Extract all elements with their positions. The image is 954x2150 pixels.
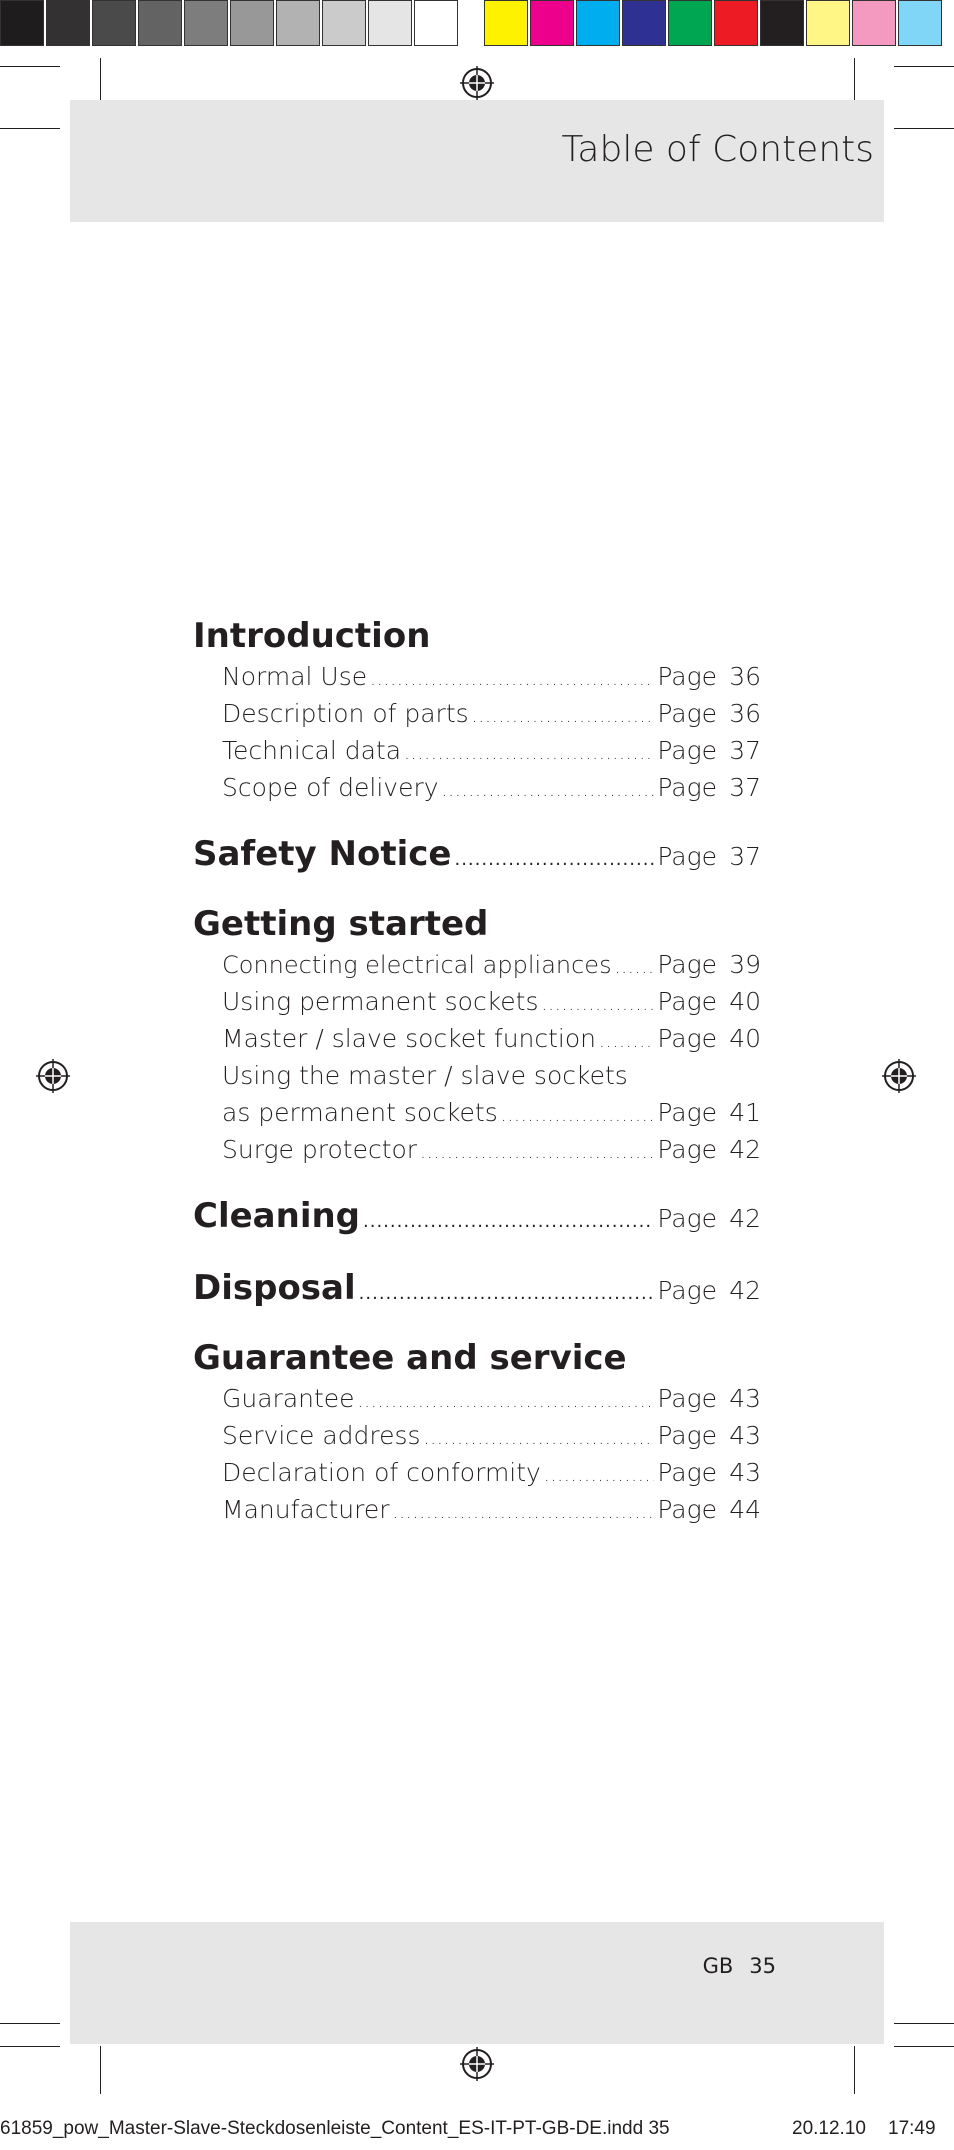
- toc-entry[interactable]: [193, 983, 761, 1020]
- toc-page-ref: Page 37: [657, 736, 761, 765]
- toc-section-entry[interactable]: [193, 1192, 761, 1240]
- registration-mark-icon: [36, 1059, 70, 1093]
- crop-mark: [854, 2046, 855, 2094]
- gray-swatch: [230, 0, 274, 46]
- registration-mark-icon: [460, 2047, 494, 2081]
- dot-leader: [542, 986, 655, 1023]
- page-number: 35: [749, 1954, 776, 1978]
- toc-page-ref: Page 42: [657, 1276, 761, 1305]
- toc-entry-label: Declaration of conformity: [222, 1458, 541, 1487]
- toc-entry-label: Scope of delivery: [222, 773, 439, 802]
- toc-entry[interactable]: [193, 1020, 761, 1057]
- toc-entry[interactable]: [193, 1380, 761, 1417]
- crop-mark: [0, 2023, 60, 2024]
- registration-mark-icon: [460, 66, 494, 100]
- toc-section-title: Safety Notice: [193, 834, 452, 874]
- toc-page-ref: Page 40: [657, 1024, 761, 1053]
- toc-entry-label: Manufacturer: [222, 1495, 390, 1524]
- slug-file-info: 61859_pow_Master-Slave-Steckdosenleiste_Content_ES-IT-PT-GB-DE.indd 35: [0, 2118, 670, 2139]
- toc-page-ref: Page 40: [657, 987, 761, 1016]
- toc-entry-label: Guarantee: [222, 1384, 355, 1413]
- crop-mark: [0, 2046, 60, 2047]
- toc-page-ref: Page 44: [657, 1495, 761, 1524]
- page-title: Table of Contents: [561, 129, 874, 170]
- toc-entry[interactable]: [193, 1417, 761, 1454]
- toc-section-title: Guarantee and service: [193, 1338, 627, 1378]
- dot-leader: [370, 661, 654, 698]
- color-swatch: [714, 0, 758, 46]
- toc-entry[interactable]: [193, 946, 761, 983]
- toc-entry-label: Master / slave socket function: [222, 1024, 597, 1053]
- toc-entry[interactable]: [193, 1491, 761, 1528]
- color-swatch: [898, 0, 942, 46]
- toc-entry[interactable]: [193, 695, 761, 732]
- toc-section-title: Disposal: [193, 1268, 356, 1308]
- dot-leader: [392, 1494, 654, 1531]
- color-swatch: [484, 0, 528, 46]
- dot-leader: [420, 1134, 654, 1171]
- color-swatch: [806, 0, 850, 46]
- dot-leader: [544, 1457, 655, 1494]
- toc-page-ref: Page 43: [657, 1421, 761, 1450]
- language-code: GB: [702, 1954, 734, 1978]
- dot-leader: [599, 1023, 654, 1060]
- toc-page-ref: Page 37: [657, 773, 761, 802]
- dot-leader: [404, 735, 654, 772]
- slug-date: 20.12.10: [792, 2118, 866, 2139]
- table-of-contents: [193, 614, 761, 1528]
- color-swatch: [852, 0, 896, 46]
- dot-leader: [472, 698, 655, 735]
- toc-section-title: Getting started: [193, 904, 489, 944]
- dot-leader: [454, 836, 654, 884]
- toc-section-title: Introduction: [193, 616, 431, 656]
- gray-swatch: [414, 0, 458, 46]
- toc-entry[interactable]: [193, 1131, 761, 1168]
- registration-mark-icon: [882, 1059, 916, 1093]
- dot-leader: [424, 1420, 655, 1457]
- header-band: [70, 100, 884, 222]
- dot-leader: [359, 1270, 655, 1318]
- toc-entry-label: Normal Use: [222, 662, 368, 691]
- toc-entry[interactable]: [193, 1454, 761, 1491]
- toc-page-ref: Page 42: [657, 1204, 761, 1233]
- gray-swatch: [276, 0, 320, 46]
- color-swatch: [530, 0, 574, 46]
- color-swatch: [576, 0, 620, 46]
- crop-mark: [0, 66, 60, 67]
- gray-swatch: [184, 0, 228, 46]
- toc-entry[interactable]: [193, 1094, 761, 1131]
- gray-swatch: [0, 0, 44, 46]
- process-color-bar: [484, 0, 944, 48]
- crop-mark: [894, 2023, 954, 2024]
- toc-entry[interactable]: [193, 769, 761, 806]
- gray-swatch: [322, 0, 366, 46]
- crop-mark: [894, 2046, 954, 2047]
- dot-leader: [442, 772, 655, 809]
- crop-mark: [854, 58, 855, 104]
- footer-folio: [687, 1954, 776, 1978]
- gray-swatch: [138, 0, 182, 46]
- toc-entry[interactable]: [193, 732, 761, 769]
- toc-entry-label: Description of parts: [222, 699, 469, 728]
- toc-entry[interactable]: [193, 658, 761, 695]
- gray-color-bar: [0, 0, 460, 48]
- toc-entry-label: Technical data: [222, 736, 402, 765]
- toc-page-ref: Page 39: [657, 950, 761, 979]
- dot-leader: [501, 1097, 655, 1134]
- crop-mark: [100, 58, 101, 104]
- dot-leader: [363, 1198, 654, 1246]
- color-swatch: [622, 0, 666, 46]
- toc-entry-label: Connecting electrical appliances: [222, 951, 612, 979]
- dot-leader: [358, 1383, 655, 1420]
- toc-page-ref: Page 41: [657, 1098, 761, 1127]
- dot-leader: [615, 949, 655, 986]
- toc-entry-label: Service address: [222, 1421, 421, 1450]
- toc-page-ref: Page 42: [657, 1135, 761, 1164]
- color-swatch: [760, 0, 804, 46]
- toc-section-entry[interactable]: [193, 1264, 761, 1312]
- crop-mark: [894, 66, 954, 67]
- toc-section-title: Cleaning: [193, 1196, 361, 1236]
- gray-swatch: [92, 0, 136, 46]
- toc-entry-label-continuation: as permanent sockets: [222, 1098, 498, 1127]
- toc-entry-label: Surge protector: [222, 1135, 418, 1164]
- gray-swatch: [368, 0, 412, 46]
- gray-swatch: [46, 0, 90, 46]
- toc-entry-label: Using permanent sockets: [222, 987, 539, 1016]
- toc-entry-label[interactable]: Using the master / slave sockets: [222, 1061, 628, 1090]
- toc-page-ref: Page 43: [657, 1458, 761, 1487]
- toc-page-ref: Page 43: [657, 1384, 761, 1413]
- crop-mark: [894, 128, 954, 129]
- toc-section-entry[interactable]: [193, 830, 761, 878]
- footer-band: [70, 1922, 884, 2044]
- toc-page-ref: Page 36: [657, 699, 761, 728]
- color-swatch: [668, 0, 712, 46]
- toc-page-ref: Page 37: [657, 842, 761, 871]
- slug-time: 17:49: [888, 2118, 936, 2139]
- toc-page-ref: Page 36: [657, 662, 761, 691]
- crop-mark: [0, 128, 60, 129]
- crop-mark: [100, 2046, 101, 2094]
